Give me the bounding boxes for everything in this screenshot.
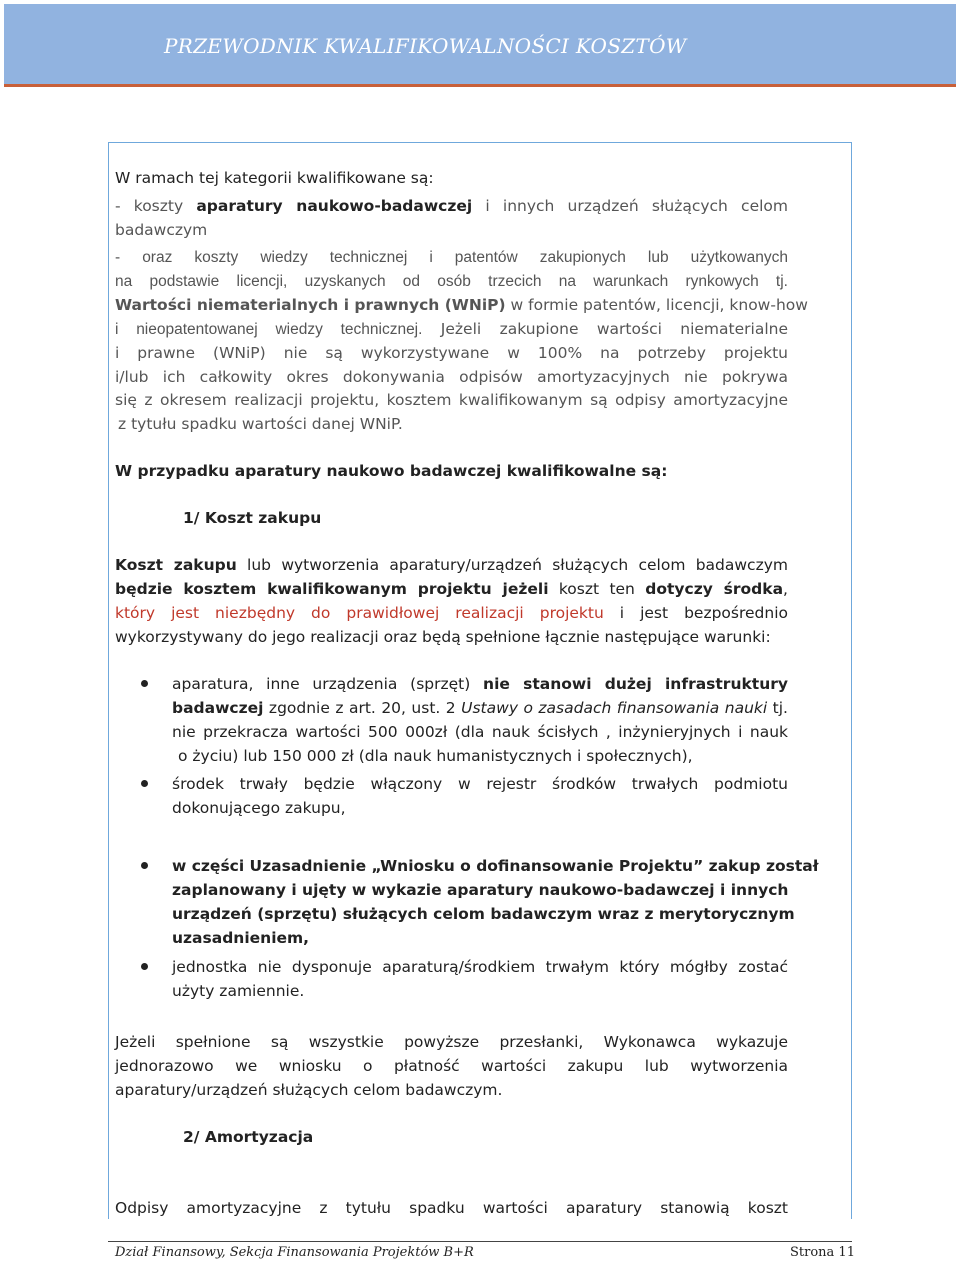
paragraph-line: który jest niezbędny do prawidłowej realizacji projektu i jest bezpośrednio — [115, 604, 789, 622]
section-heading: W przypadku aparatury naukowo badawczej kwalifikowalne są: — [115, 462, 668, 480]
list-item: dokonującego zakupu, — [172, 799, 346, 817]
paragraph-line: Odpisy amortyzacyjne z tytułu spadku wartości aparatury stanowią koszt — [115, 1199, 788, 1217]
bullet-icon — [140, 861, 150, 871]
paragraph-line: i prawne (WNiP) nie są wykorzystywane w 100% na potrzeby projektu — [115, 344, 788, 362]
list-item: środek trwały będzie włączony w rejestr środków trwałych podmiotu — [172, 775, 788, 793]
paragraph-line: jednorazowo we wniosku o płatność wartości zakupu lub wytworzenia — [115, 1057, 788, 1075]
bullet-icon — [140, 779, 150, 789]
document-title: PRZEWODNIK KWALIFIKOWALNOŚCI KOSZTÓW — [164, 34, 687, 58]
footer-department: Dział Finansowy, Sekcja Finansowania Projektów B+R — [115, 1245, 474, 1260]
bullet-icon — [140, 679, 150, 689]
paragraph-line: Wartości niematerialnych i prawnych (WNiP) w formie patentów, licencji, know-how — [115, 296, 808, 314]
paragraph-line: Koszt zakupu lub wytworzenia aparatury/urządzeń służących celom badawczym — [115, 556, 788, 574]
list-item: zaplanowany i ujęty w wykazie aparatury naukowo-badawczej i innych — [172, 881, 789, 899]
intro-text: W ramach tej kategorii kwalifikowane są: — [115, 169, 434, 187]
subheading-koszt-zakupu: 1/ Koszt zakupu — [183, 509, 322, 527]
footer-divider — [108, 1241, 852, 1242]
paragraph-line: - koszty aparatury naukowo-badawczej i innych urządzeń służących celom — [115, 197, 788, 215]
paragraph-line: aparatury/urządzeń służących celom badawczym. — [115, 1081, 503, 1099]
paragraph-line: będzie kosztem kwalifikowanym projektu jeżeli koszt ten dotyczy środka, — [115, 580, 788, 598]
list-item: użyty zamiennie. — [172, 982, 305, 1000]
page-number: Strona 11 — [790, 1245, 855, 1260]
paragraph-line: z tytułu spadku wartości danej WNiP. — [118, 415, 403, 433]
paragraph-line: - oraz koszty wiedzy technicznej i patentów zakupionych lub użytkowanych — [115, 249, 788, 266]
paragraph-line: na podstawie licencji, uzyskanych od osób trzecich na warunkach rynkowych tj. — [115, 273, 788, 290]
header-band — [4, 4, 956, 87]
list-item: uzasadnieniem, — [172, 929, 310, 947]
paragraph-line: i nieopatentowanej wiedzy technicznej. Jeżeli zakupione wartości niematerialne — [115, 320, 788, 338]
subheading-amortyzacja: 2/ Amortyzacja — [183, 1128, 314, 1146]
list-item: urządzeń (sprzętu) służących celom badawczym wraz z merytorycznym — [172, 905, 795, 923]
list-item: badawczej zgodnie z art. 20, ust. 2 Ustawy o zasadach finansowania nauki tj. — [172, 699, 788, 717]
paragraph-line: Jeżeli spełnione są wszystkie powyższe przesłanki, Wykonawca wykazuje — [115, 1033, 788, 1051]
paragraph-line: badawczym — [115, 221, 208, 239]
list-item: o życiu) lub 150 000 zł (dla nauk humanistycznych i społecznych), — [178, 747, 693, 765]
bullet-icon — [140, 962, 150, 972]
list-item: jednostka nie dysponuje aparaturą/środkiem trwałym który mógłby zostać — [172, 958, 788, 976]
list-item: aparatura, inne urządzenia (sprzęt) nie stanowi dużej infrastruktury — [172, 675, 788, 693]
paragraph-line: się z okresem realizacji projektu, kosztem kwalifikowanym są odpisy amortyzacyjne — [115, 391, 788, 409]
paragraph-line: wykorzystywany do jego realizacji oraz będą spełnione łącznie następujące warunki: — [115, 628, 771, 646]
list-item: nie przekracza wartości 500 000zł (dla nauk ścisłych , inżynieryjnych i nauk — [172, 723, 788, 741]
paragraph-line: i/lub ich całkowity okres dokonywania odpisów amortyzacyjnych nie pokrywa — [115, 368, 788, 386]
list-item: w części Uzasadnienie „Wniosku o dofinansowanie Projektu” zakup został — [172, 857, 819, 875]
